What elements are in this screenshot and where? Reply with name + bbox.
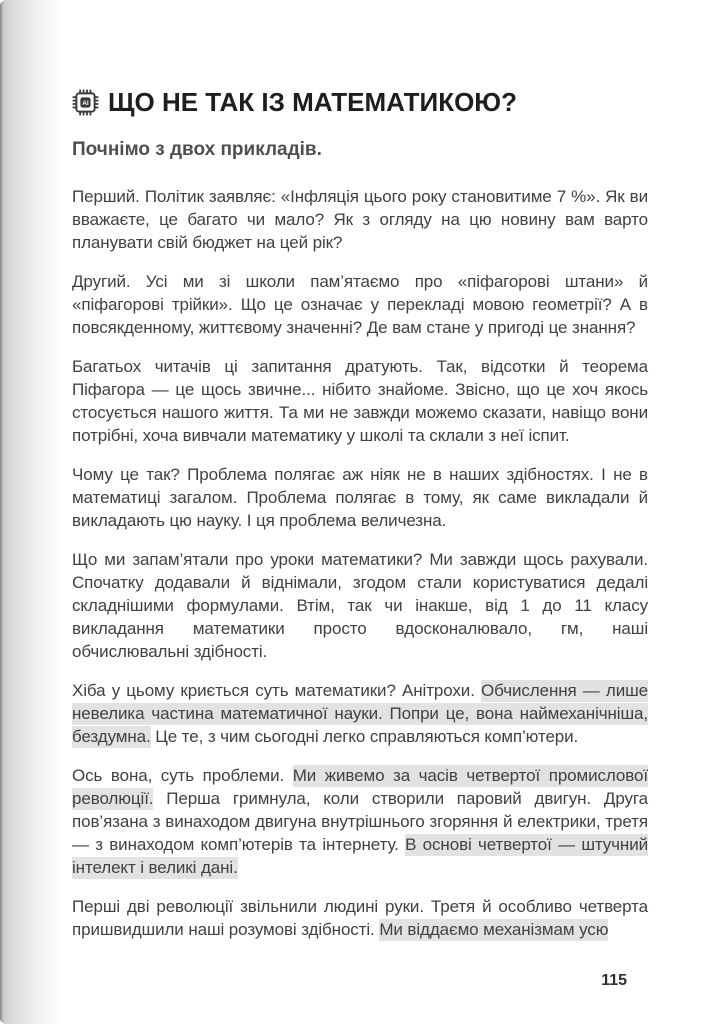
highlighted-text: Обчислення — лише невелика частина математичної науки. Попри це, вона наймеханічніша, бездумна. xyxy=(72,680,649,746)
text-segment: Це те, з чим сьогодні легко справляються комп’ютери. xyxy=(150,726,579,746)
chapter-header xyxy=(72,88,648,117)
page-number: 115 xyxy=(601,972,627,989)
section-subtitle: Почнімо з двох прикладів. xyxy=(72,138,322,160)
text-segment: Чому це так? Проблема полягає аж ніяк не в наших здібностях. І не в математиці загалом. Проблема полягає в тому, як саме викладали й викладають цю науку. І ця проблема величезна. xyxy=(72,464,648,530)
chapter-title: ЩО НЕ ТАК ІЗ МАТЕМАТИКОЮ? xyxy=(108,87,517,117)
highlighted-text: Ми живемо за часів четвертої промислової революції. xyxy=(72,765,648,808)
highlighted-text: В основі четвертої — штучний інтелект і великі дані. xyxy=(72,834,648,877)
paragraph xyxy=(72,185,648,254)
text-segment: Перший. Політик заявляє: «Інфляція цього року становитиме 7 %». Як ви вважаєте, це багато чи мало? Як з огляду на цю новину вам варто планувати свій бюджет на цей рік? xyxy=(72,186,648,252)
paragraph xyxy=(72,548,648,663)
ai-chip-icon xyxy=(72,89,99,116)
paragraph xyxy=(72,270,648,339)
paragraph xyxy=(72,355,648,447)
paragraph xyxy=(72,463,648,532)
text-segment: Що ми запам’ятали про уроки математики? Ми завжди щось рахували. Спочатку додавали й віднімали, згодом стали користуватися дедалі складнішими формулами. Втім, так чи інакше, від 1 до 11 класу викладання математики просто вдосконалювало, гм, наші обчислювальні здібності. xyxy=(72,549,648,661)
text-segment: Перша гримнула, коли створили паровий двигун. Друга пов’язана з винаходом двигуна внутрішнього згоряння й електрики, третя — з винаходом комп’ютерів та інтернету. xyxy=(72,788,648,854)
text-segment: Багатьох читачів ці запитання дратують. Так, відсотки й теорема Піфагора — це щось звичне... нібито знайоме. Звісно, що це хоч якось стосується нашого життя. Та ми не завжди можемо сказати, навіщо вони потрібні, хоча вивчали математику у школі та склали з неї іспит. xyxy=(72,356,648,445)
text-segment: Другий. Усі ми зі школи пам’ятаємо про «піфагорові штани» й «піфагорові трійки». Що це означає у перекладі мовою геометрії? А в повсякденному, життєвому значенні? Де вам стане у пригоді це знання? xyxy=(72,271,648,337)
page-spine-shadow xyxy=(0,0,70,1024)
text-segment: Ось вона, суть проблеми. xyxy=(72,765,293,785)
paragraphs xyxy=(72,185,648,941)
paragraph xyxy=(72,895,648,941)
page-content xyxy=(72,88,648,957)
paragraph xyxy=(72,679,648,748)
svg-text:AI: AI xyxy=(82,99,89,107)
highlighted-text: Ми віддаємо механізмам усю xyxy=(379,919,609,939)
text-segment: Перші дві революції звільнили людині руки. Третя й особливо четверта пришвидшили наші розумові здібності. xyxy=(72,896,648,939)
text-segment: Хіба у цьому криється суть математики? Анітрохи. xyxy=(72,680,482,700)
paragraph xyxy=(72,764,648,879)
